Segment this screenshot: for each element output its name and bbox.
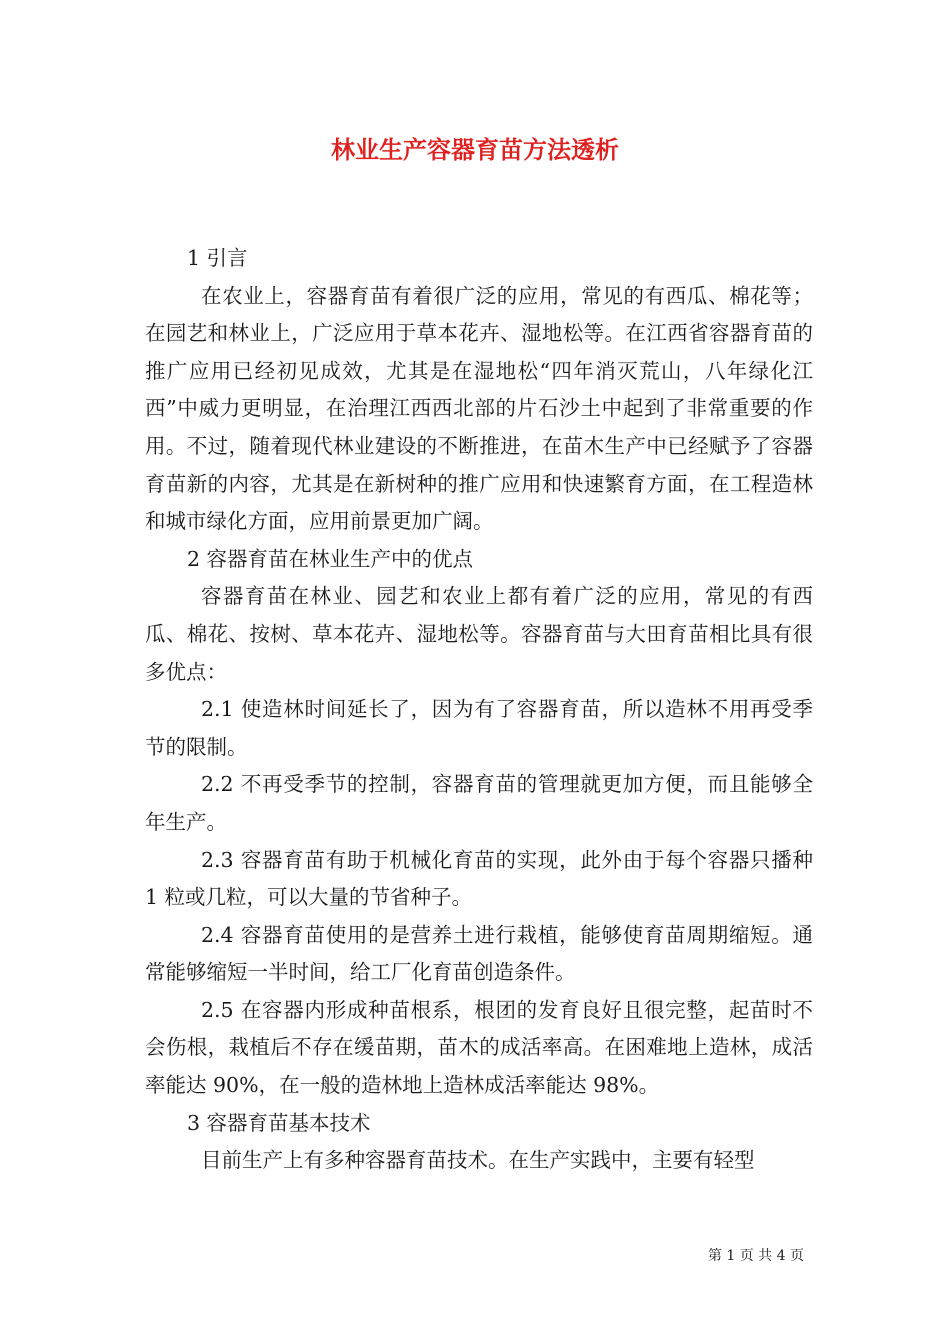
document-body	[145, 240, 813, 1180]
page-number: 第 1 页 共 4 页	[707, 1248, 804, 1264]
paragraph-techniques: 目前生产上有多种容器育苗技术。在生产实践中，主要有轻型	[201, 1148, 755, 1173]
section-heading-techniques: 3 容器育苗基本技术	[187, 1110, 371, 1135]
paragraph-advantage-2-1: 2.1 使造林时间延长了，因为有了容器育苗，所以造林不用再受季节的限制。	[145, 697, 813, 759]
paragraph-advantage-2-3: 2.3 容器育苗有助于机械化育苗的实现，此外由于每个容器只播种 1 粒或几粒，可以大量的节省种子。	[145, 847, 813, 910]
paragraph-intro: 在农业上，容器育苗有着很广泛的应用，常见的有西瓜、棉花等；在园艺和林业上，广泛应用于草本花卉、湿地松等。在江西省容器育苗的推广应用已经初见成效，尤其是在湿地松“四年消灭荒山，八年绿化江西”中威力更明显，在治理江西西北部的片石沙土中起到了非常重要的作用。不过，随着现代林业建设的不断推进，在苗木生产中已经赋予了容器育苗新的内容，尤其是在新树种的推广应用和快速繁育方面，在工程造林和城市绿化方面，应用前景更加广阔。	[145, 283, 813, 534]
section-heading-intro: 1 引言	[187, 246, 248, 270]
document-title: 林业生产容器育苗方法透析	[331, 135, 619, 164]
section-heading-advantages: 2 容器育苗在林业生产中的优点	[187, 546, 474, 571]
paragraph-advantage-2-2: 2.2 不再受季节的控制，容器育苗的管理就更加方便，而且能够全年生产。	[145, 772, 813, 834]
paragraph-advantages-intro: 容器育苗在林业、园艺和农业上都有着广泛的应用，常见的有西瓜、棉花、按树、草本花卉、湿地松等。容器育苗与大田育苗相比具有很多优点：	[145, 584, 813, 684]
paragraph-advantage-2-4: 2.4 容器育苗使用的是营养土进行栽植，能够使育苗周期缩短。通常能够缩短一半时间，给工厂化育苗创造条件。	[145, 922, 813, 985]
paragraph-advantage-2-5: 2.5 在容器内形成种苗根系，根团的发育良好且很完整，起苗时不会伤根，栽植后不存在缓苗期，苗木的成活率高。在困难地上造林，成活率能达 90%，在一般的造林地上造林成活率能达 98%。	[145, 997, 813, 1098]
